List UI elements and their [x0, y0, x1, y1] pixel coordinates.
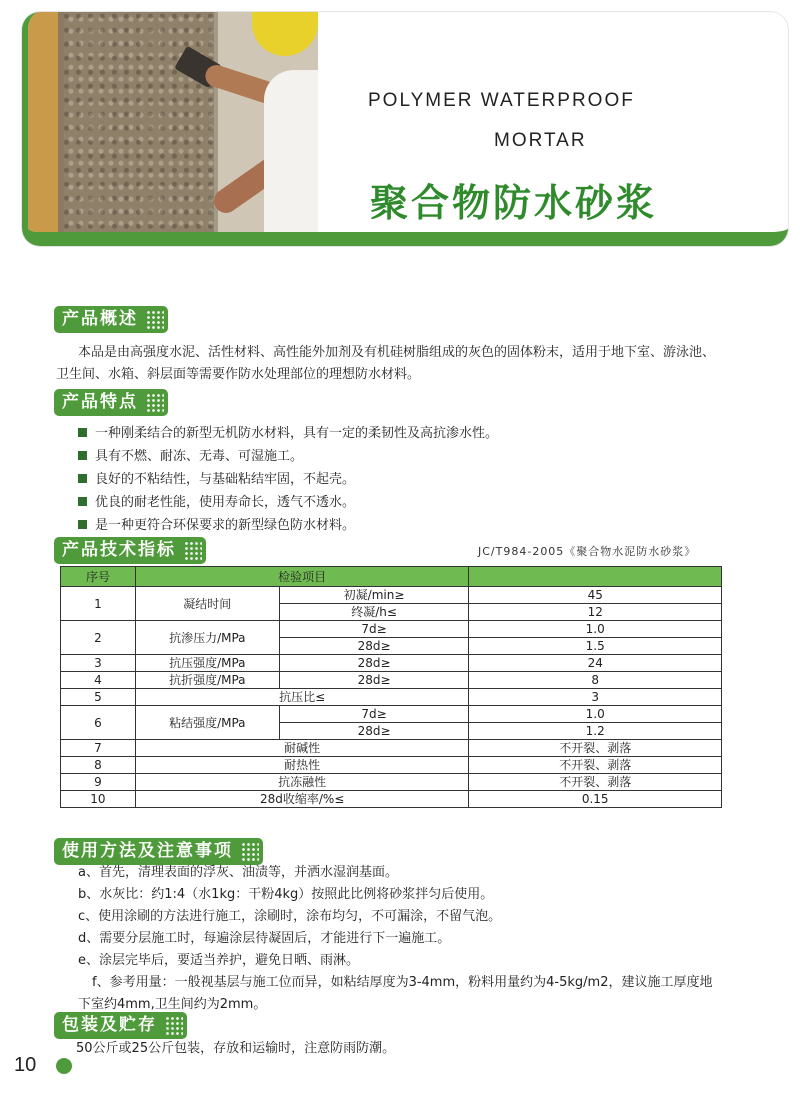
page-dot-icon: [56, 1058, 72, 1074]
feature-item: 是一种更符合环保要求的新型绿色防水材料。: [78, 516, 355, 536]
header-banner: [22, 12, 788, 246]
table-row: 6 粘结强度/MPa 7d≥ 1.0: [61, 706, 722, 723]
bullet-square-icon: [78, 520, 87, 529]
section-label-packaging: 包装及贮存: [54, 1012, 187, 1039]
hard-hat: [252, 12, 318, 56]
usage-step-a: a、首先，清理表面的浮灰、油渍等，并洒水湿润基面。: [78, 865, 398, 880]
title-english-line2: MORTAR: [494, 130, 587, 151]
header-no: 序号: [61, 567, 136, 587]
table-row: 7 耐碱性 不开裂、剥落: [61, 740, 722, 757]
title-english-line1: POLYMER WATERPROOF: [368, 90, 635, 111]
standard-reference: JC/T984-2005《聚合物水泥防水砂浆》: [478, 545, 697, 558]
bullet-square-icon: [78, 428, 87, 437]
worker-body: [264, 70, 318, 232]
header-item: 检验项目: [135, 567, 469, 587]
feature-item: 具有不燃、耐冻、无毒、可湿施工。: [78, 447, 303, 467]
table-row: 3 抗压强度/MPa 28d≥ 24: [61, 655, 722, 672]
table-row: 4 抗折强度/MPa 28d≥ 8: [61, 672, 722, 689]
section-label-usage: 使用方法及注意事项: [54, 838, 263, 865]
table-row: 9 抗冻融性 不开裂、剥落: [61, 774, 722, 791]
spec-table: [60, 566, 722, 808]
usage-step-b: b、水灰比：约1:4（水1kg：干粉4kg）按照此比例将砂浆拌匀后使用。: [78, 887, 494, 902]
feature-item: 一种刚柔结合的新型无机防水材料，具有一定的柔韧性及高抗渗水性。: [78, 424, 498, 444]
usage-step-e: e、涂层完毕后，要适当养护，避免日晒、雨淋。: [78, 953, 359, 968]
usage-step-f-line2: 下室约4mm,卫生间约为2mm。: [78, 997, 267, 1012]
table-row: 28d≥ 1.5: [61, 638, 722, 655]
usage-step-c: c、使用涂刷的方法进行施工，涂刷时，涂布均匀，不可漏涂，不留气泡。: [78, 909, 502, 924]
feature-item: 良好的不粘结性，与基础粘结牢固，不起壳。: [78, 470, 355, 490]
table-row: 8 耐热性 不开裂、剥落: [61, 757, 722, 774]
section-label-overview: 产品概述: [54, 306, 168, 333]
table-row: 10 28d收缩率/%≤ 0.15: [61, 791, 722, 808]
table-row: 28d≥ 1.2: [61, 723, 722, 740]
section-label-features: 产品特点: [54, 389, 168, 416]
section-label-specs: 产品技术指标: [54, 537, 206, 564]
page-number: 10: [14, 1054, 37, 1076]
table-row: 终凝/h≤ 12: [61, 604, 722, 621]
bullet-square-icon: [78, 497, 87, 506]
table-header-row: [61, 567, 722, 587]
feature-item: 优良的耐老性能，使用寿命长，透气不透水。: [78, 493, 355, 513]
usage-step-f-line1: f、参考用量：一般视基层与施工位而异，如粘结厚度为3-4mm，粉料用量约为4-5kg/m2，建议施工厚度地: [92, 975, 713, 990]
worker-plastering-photo: [28, 12, 318, 232]
overview-text-line1: 本品是由高强度水泥、活性材料、高性能外加剂及有机硅树脂组成的灰色的固体粉末，适用于地下室、游泳池、: [78, 345, 716, 360]
bullet-square-icon: [78, 474, 87, 483]
table-row: 1 凝结时间 初凝/min≥ 45: [61, 587, 722, 604]
usage-step-d: d、需要分层施工时，每遍涂层待凝固后，才能进行下一遍施工。: [78, 931, 451, 946]
header-value: [469, 567, 722, 587]
title-chinese: 聚合物防水砂浆: [370, 181, 658, 225]
table-row: 5 抗压比≤ 3: [61, 689, 722, 706]
table-row: 2 抗渗压力/MPa 7d≥ 1.0: [61, 621, 722, 638]
mortar-wall-texture: [64, 12, 214, 232]
overview-text-line2: 卫生间、水箱、斜层面等需要作防水处理部位的理想防水材料。: [56, 367, 421, 382]
bullet-square-icon: [78, 451, 87, 460]
packaging-text: 50公斤或25公斤包装，存放和运输时，注意防雨防潮。: [76, 1041, 396, 1056]
